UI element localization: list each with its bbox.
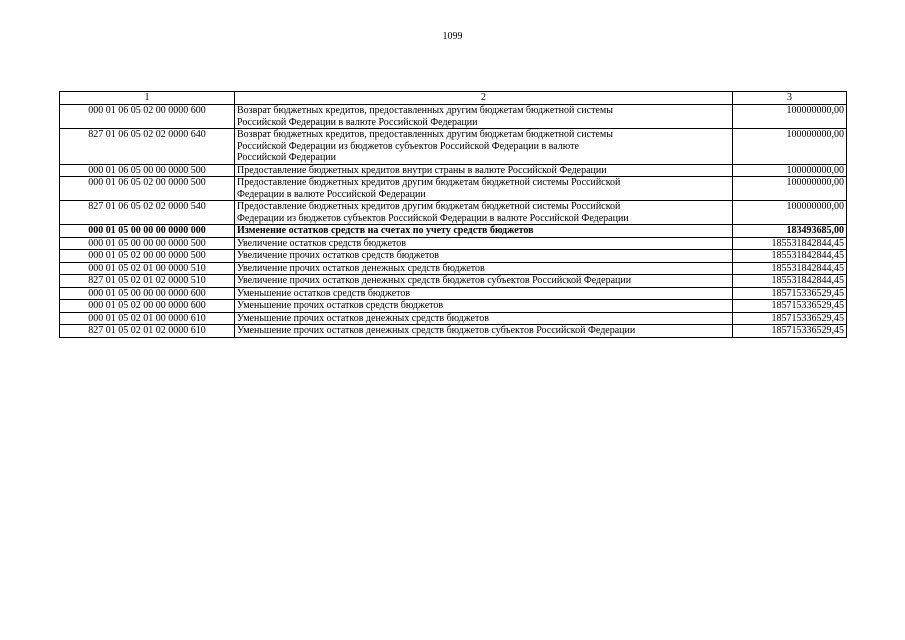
description-cell — [235, 225, 733, 238]
table-row — [60, 275, 847, 288]
description-cell — [235, 262, 733, 275]
description-line: Предоставление бюджетных кредитов другим бюджетам бюджетной системы Российской — [237, 201, 621, 212]
budget-code-cell: 000 01 06 05 00 00 0000 500 — [60, 164, 235, 177]
amount-cell: 185531842844,45 — [733, 250, 847, 263]
description-line: Федерации в валюте Российской Федерации — [237, 188, 426, 200]
header-row — [60, 92, 847, 105]
table-row — [60, 237, 847, 250]
page-number: 1099 — [442, 31, 463, 42]
amount-cell: 185531842844,45 — [733, 275, 847, 288]
column-header-amount: 3 — [733, 92, 847, 105]
amount-cell: 185531842844,45 — [733, 262, 847, 275]
description-cell — [235, 312, 733, 325]
description-line: Изменение остатков средств на счетах по учету средств бюджетов — [237, 225, 534, 236]
budget-code-cell: 000 01 05 00 00 00 0000 000 — [60, 225, 235, 238]
budget-code-cell: 000 01 05 02 00 00 0000 600 — [60, 300, 235, 313]
amount-cell: 100000000,00 — [733, 129, 847, 165]
table-row — [60, 177, 847, 201]
budget-code-cell: 000 01 06 05 02 00 0000 600 — [60, 105, 235, 129]
table-row — [60, 105, 847, 129]
description-line: Увеличение остатков средств бюджетов — [237, 237, 406, 249]
description-cell — [235, 237, 733, 250]
table-header — [60, 92, 847, 105]
description-line: Предоставление бюджетных кредитов внутри страны в валюте Российской Федерации — [237, 164, 607, 176]
description-line: Уменьшение прочих остатков денежных средств бюджетов субъектов Российской Федерации — [237, 325, 636, 336]
table-row — [60, 250, 847, 263]
description-cell — [235, 129, 733, 165]
table-row — [60, 287, 847, 300]
table-row — [60, 312, 847, 325]
description-line: Увеличение прочих остатков денежных средств бюджетов субъектов Российской Федерации — [237, 275, 632, 286]
budget-code-cell: 000 01 06 05 02 00 0000 500 — [60, 177, 235, 201]
table-row — [60, 129, 847, 165]
budget-code-cell: 827 01 06 05 02 02 0000 640 — [60, 129, 235, 165]
budget-code-cell: 000 01 05 02 01 00 0000 610 — [60, 312, 235, 325]
amount-cell: 185715336529,45 — [733, 312, 847, 325]
amount-cell: 100000000,00 — [733, 164, 847, 177]
amount-cell: 100000000,00 — [733, 201, 847, 225]
amount-cell: 185531842844,45 — [733, 237, 847, 250]
description-line: Уменьшение прочих остатков денежных средств бюджетов — [237, 312, 489, 324]
amount-cell: 185715336529,45 — [733, 287, 847, 300]
description-cell — [235, 250, 733, 263]
budget-code-cell: 000 01 05 00 00 00 0000 600 — [60, 287, 235, 300]
table-row — [60, 300, 847, 313]
amount-cell: 100000000,00 — [733, 105, 847, 129]
description-cell — [235, 325, 733, 338]
budget-code-cell: 827 01 05 02 01 02 0000 610 — [60, 325, 235, 338]
amount-cell: 185715336529,45 — [733, 300, 847, 313]
description-cell — [235, 164, 733, 177]
amount-cell: 185715336529,45 — [733, 325, 847, 338]
table-row — [60, 164, 847, 177]
budget-code-cell: 827 01 05 02 01 02 0000 510 — [60, 275, 235, 288]
column-header-name: 2 — [235, 92, 733, 105]
description-line: Российской Федерации в валюте Российской Федерации — [237, 116, 478, 128]
description-cell — [235, 287, 733, 300]
table-row — [60, 225, 847, 238]
description-line: Уменьшение прочих остатков средств бюджетов — [237, 300, 444, 311]
description-line: Предоставление бюджетных кредитов другим бюджетам бюджетной системы Российской — [237, 177, 621, 188]
description-cell — [235, 201, 733, 225]
budget-table — [59, 91, 847, 338]
column-header-code: 1 — [60, 92, 235, 105]
budget-code-cell: 000 01 05 02 01 00 0000 510 — [60, 262, 235, 275]
description-line: Увеличение прочих остатков средств бюджетов — [237, 250, 439, 261]
description-cell — [235, 300, 733, 313]
description-line: Уменьшение остатков средств бюджетов — [237, 287, 411, 299]
description-line: Возврат бюджетных кредитов, предоставленных другим бюджетам бюджетной системы — [237, 105, 613, 116]
table-body — [60, 105, 847, 338]
table-row — [60, 262, 847, 275]
description-line: Федерации из бюджетов субъектов Российской Федерации в валюте Российской Федерации — [237, 212, 629, 224]
description-line: Возврат бюджетных кредитов, предоставленных другим бюджетам бюджетной системы — [237, 129, 613, 140]
budget-code-cell: 000 01 05 02 00 00 0000 500 — [60, 250, 235, 263]
table-row — [60, 325, 847, 338]
amount-cell: 100000000,00 — [733, 177, 847, 201]
description-cell — [235, 105, 733, 129]
budget-code-cell: 827 01 06 05 02 02 0000 540 — [60, 201, 235, 225]
description-cell — [235, 275, 733, 288]
amount-cell: 183493685,00 — [733, 225, 847, 238]
table-row — [60, 201, 847, 225]
description-line: Российской Федерации — [237, 152, 337, 163]
description-cell — [235, 177, 733, 201]
description-line: Увеличение прочих остатков денежных средств бюджетов — [237, 262, 485, 274]
description-line: Российской Федерации из бюджетов субъектов Российской Федерации в валюте — [237, 140, 579, 152]
budget-code-cell: 000 01 05 00 00 00 0000 500 — [60, 237, 235, 250]
